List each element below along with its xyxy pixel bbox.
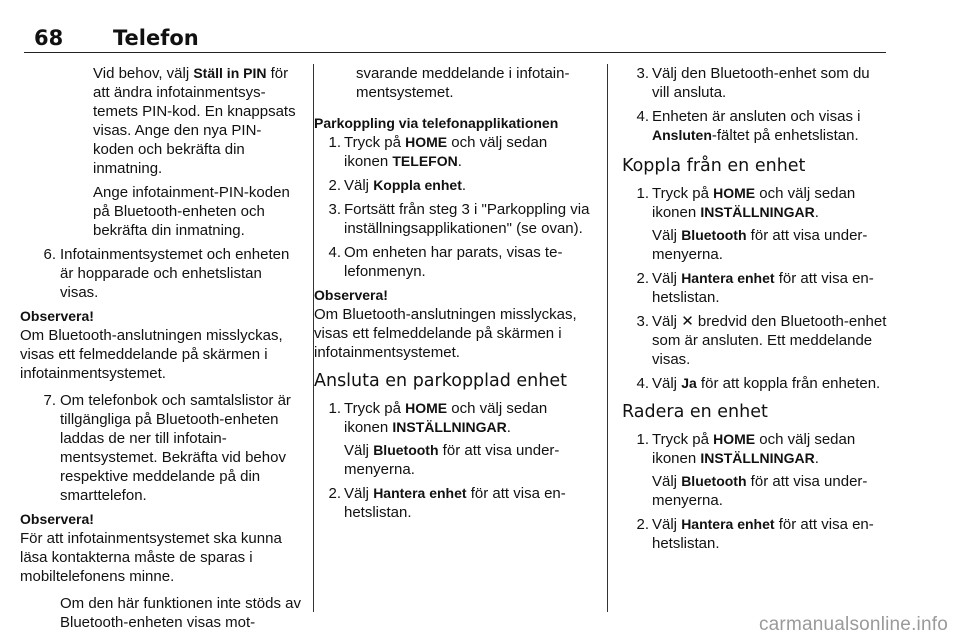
disconnect-list (622, 184, 890, 393)
list-item (622, 184, 890, 264)
item-number: 1. (328, 400, 341, 417)
item-text: Infotainmentsystemet och enheten är hopparade och enhetslistan visas. (60, 246, 290, 301)
item-text-part: Tryck på (344, 400, 406, 417)
item-number: 4. (328, 244, 341, 261)
item-number: 2. (636, 516, 649, 533)
list-item (622, 430, 890, 510)
item-text-part: för att visa enhetslistan. (652, 516, 874, 552)
ui-label: Bluetooth (681, 473, 747, 489)
item-body (652, 312, 890, 369)
ui-label: Bluetooth (373, 442, 439, 458)
item-text-part: Välj (652, 516, 682, 533)
item-text-part: för att koppla från enheten. (696, 375, 881, 392)
item-number: 2. (636, 270, 649, 287)
item-number: 2. (328, 177, 341, 194)
item-text-part: Tryck på (344, 134, 406, 151)
list-item (20, 245, 302, 302)
ui-label: Hantera enhet (681, 516, 775, 532)
list-item (622, 374, 890, 393)
item-text (652, 184, 890, 222)
ui-label: Koppla enhet (373, 177, 462, 193)
item-number: 3. (328, 201, 341, 218)
list-item (314, 243, 594, 281)
item-text (344, 484, 594, 522)
item-text-part: Enheten är ansluten och visas i (652, 108, 861, 125)
section-title: Radera en enhet (622, 402, 768, 422)
item-text-part: Välj (344, 442, 374, 459)
item-text-part: Fortsätt från steg 3 i "Parkoppling via inställningsapplikationen" (se ovan). (344, 201, 590, 237)
list-item (622, 64, 890, 102)
item-text-part: . (506, 419, 511, 436)
app-pairing-list (314, 133, 594, 281)
ui-label: Hantera enhet (681, 270, 775, 286)
list-item (622, 269, 890, 307)
list-item (622, 515, 890, 553)
watermark: carmanualsonline.info (758, 614, 948, 635)
note-heading: Observera! (314, 287, 388, 303)
ui-label: HOME (713, 431, 756, 447)
item-text-part: Välj (652, 227, 682, 244)
item-text (652, 430, 890, 468)
column-2 (314, 64, 594, 527)
note-heading: Observera! (20, 511, 94, 527)
list-item (314, 484, 594, 522)
item-number: 1. (328, 134, 341, 151)
note-heading: Observera! (20, 308, 94, 324)
item-text-part: Tryck på (652, 185, 714, 202)
item-text-part: Välj (652, 473, 682, 490)
paragraph-tail: Om den här funktionen inte stöds av Bluetooth-enheten visas mot- (60, 595, 301, 631)
column-divider (607, 64, 608, 612)
item-text-part: . (814, 204, 819, 221)
item-text-part: och välj sedan ikonen (652, 431, 856, 467)
list-item (314, 200, 594, 238)
sub-heading: Parkoppling via telefonapplikationen (314, 115, 559, 131)
note-body: För att infotainmentsystemet ska kunna läsa kontakterna måste de sparas i mobiltelefonens minne. (20, 530, 282, 585)
column-3 (622, 64, 890, 558)
item-text-part: för att visa enhetslistan. (652, 270, 874, 306)
section-title: Ansluta en parkopplad enhet (314, 371, 567, 391)
page-header (24, 24, 886, 53)
column-1 (20, 64, 302, 632)
item-text-part: och välj sedan ikonen (652, 185, 856, 221)
note-body: Om Bluetooth-anslutningen misslyckas, visas ett felmeddelande på skärmen i infotainmentsystemet. (314, 306, 577, 361)
connect-list (314, 399, 594, 522)
item-text (344, 243, 594, 281)
item-text-part: Välj (652, 270, 682, 287)
item-text (344, 399, 594, 437)
item-text (652, 374, 890, 393)
item-text (652, 269, 890, 307)
item-number: 4. (636, 375, 649, 392)
item-number: 7. (43, 392, 56, 409)
item-number: 1. (636, 431, 649, 448)
item-text (652, 312, 890, 369)
item-subtext (344, 441, 594, 479)
list-item (314, 176, 594, 195)
item-number: 3. (636, 313, 649, 330)
item-text (344, 176, 594, 195)
item-body (652, 107, 890, 145)
item-text-part: Välj (652, 375, 682, 392)
item-text (652, 64, 890, 102)
list-item (314, 399, 594, 479)
item-text (652, 107, 890, 145)
item-text-part: Välj (344, 485, 374, 502)
ui-label: INSTÄLLNINGAR (392, 419, 507, 435)
item-text-part: . (814, 450, 819, 467)
item-text-part: för att visa undermenyerna. (652, 473, 868, 509)
item-subtext (652, 472, 890, 510)
item-text-part: Om enheten har parats, visas telefonmenyn. (344, 244, 563, 280)
item-body (652, 184, 890, 264)
paragraph-continuation: svarande meddelande i infotainmentsystemet. (356, 65, 570, 101)
item-body (344, 484, 594, 522)
ui-label: HOME (405, 134, 448, 150)
list-item (20, 391, 302, 505)
ui-label: Ja (681, 375, 697, 391)
item-text: Om telefonbok och samtalslistor är tillgängliga på Bluetooth-enheten laddas de ner till infotainmentsystemet. Bekräfta vid behov respektive meddelande på din smarttelefon. (60, 392, 291, 504)
item-body (652, 269, 890, 307)
item-text-part: Välj (652, 313, 682, 330)
item-text-part: för att visa undermenyerna. (652, 227, 868, 263)
ui-label: TELEFON (392, 153, 458, 169)
list-item (622, 312, 890, 369)
page-title: Telefon (113, 26, 199, 50)
item-number: 4. (636, 108, 649, 125)
item-number: 6. (43, 246, 56, 263)
item-text (344, 133, 594, 171)
item-text-part: Välj den Bluetooth-enhet som du vill ansluta. (652, 65, 870, 101)
item-number: 3. (636, 65, 649, 82)
page-number: 68 (34, 26, 64, 50)
item-subtext (652, 226, 890, 264)
section-title: Koppla från en enhet (622, 156, 806, 176)
close-x-icon: ✕ (681, 313, 694, 330)
ui-label: Ansluten (652, 127, 712, 143)
item-text-part: -fältet på enhetslistan. (711, 127, 859, 144)
paragraph-set-pin: Vid behov, välj Ställ in PIN för att ändra infotainmentsystemets PIN-kod. En knappsats visas. Ange den nya PIN-koden och bekräfta din inmatning. (93, 65, 296, 177)
item-text-part: och välj sedan ikonen (344, 400, 548, 436)
item-text-part: . (461, 177, 467, 194)
paragraph-enter-pin: Ange infotainment-PIN-koden på Bluetooth-enheten och bekräfta din inmatning. (93, 184, 290, 239)
ui-label: HOME (713, 185, 756, 201)
item-text-part: Tryck på (652, 431, 714, 448)
item-text-part: för att visa enhetslistan. (344, 485, 566, 521)
item-text-part: och välj sedan ikonen (344, 134, 548, 170)
item-number: 1. (636, 185, 649, 202)
note-body: Om Bluetooth-anslutningen misslyckas, visas ett felmeddelande på skärmen i infotainmentsystemet. (20, 327, 283, 382)
item-text-part: bredvid den Bluetooth-enhet som är ansluten. Ett meddelande visas. (652, 313, 887, 368)
item-body (344, 200, 594, 238)
item-body (652, 430, 890, 510)
item-body (652, 515, 890, 553)
item-text (652, 515, 890, 553)
ui-label: INSTÄLLNINGAR (700, 450, 815, 466)
list-item (622, 107, 890, 145)
delete-list (622, 430, 890, 553)
list-item (314, 133, 594, 171)
item-text (344, 200, 594, 238)
item-body (344, 399, 594, 479)
item-number: 2. (328, 485, 341, 502)
item-body (344, 243, 594, 281)
item-body (652, 64, 890, 102)
ui-label: HOME (405, 400, 448, 416)
menu-label-set-pin: Ställ in PIN (193, 65, 267, 81)
item-text-part: för att visa undermenyerna. (344, 442, 560, 478)
item-body (344, 176, 594, 195)
item-body (344, 133, 594, 171)
ui-label: Hantera enhet (373, 485, 467, 501)
item-text-part: Välj (344, 177, 374, 194)
item-body (652, 374, 890, 393)
connect-list-continued (622, 64, 890, 145)
item-text-part: . (457, 153, 462, 170)
ui-label: Bluetooth (681, 227, 747, 243)
ui-label: INSTÄLLNINGAR (700, 204, 815, 220)
